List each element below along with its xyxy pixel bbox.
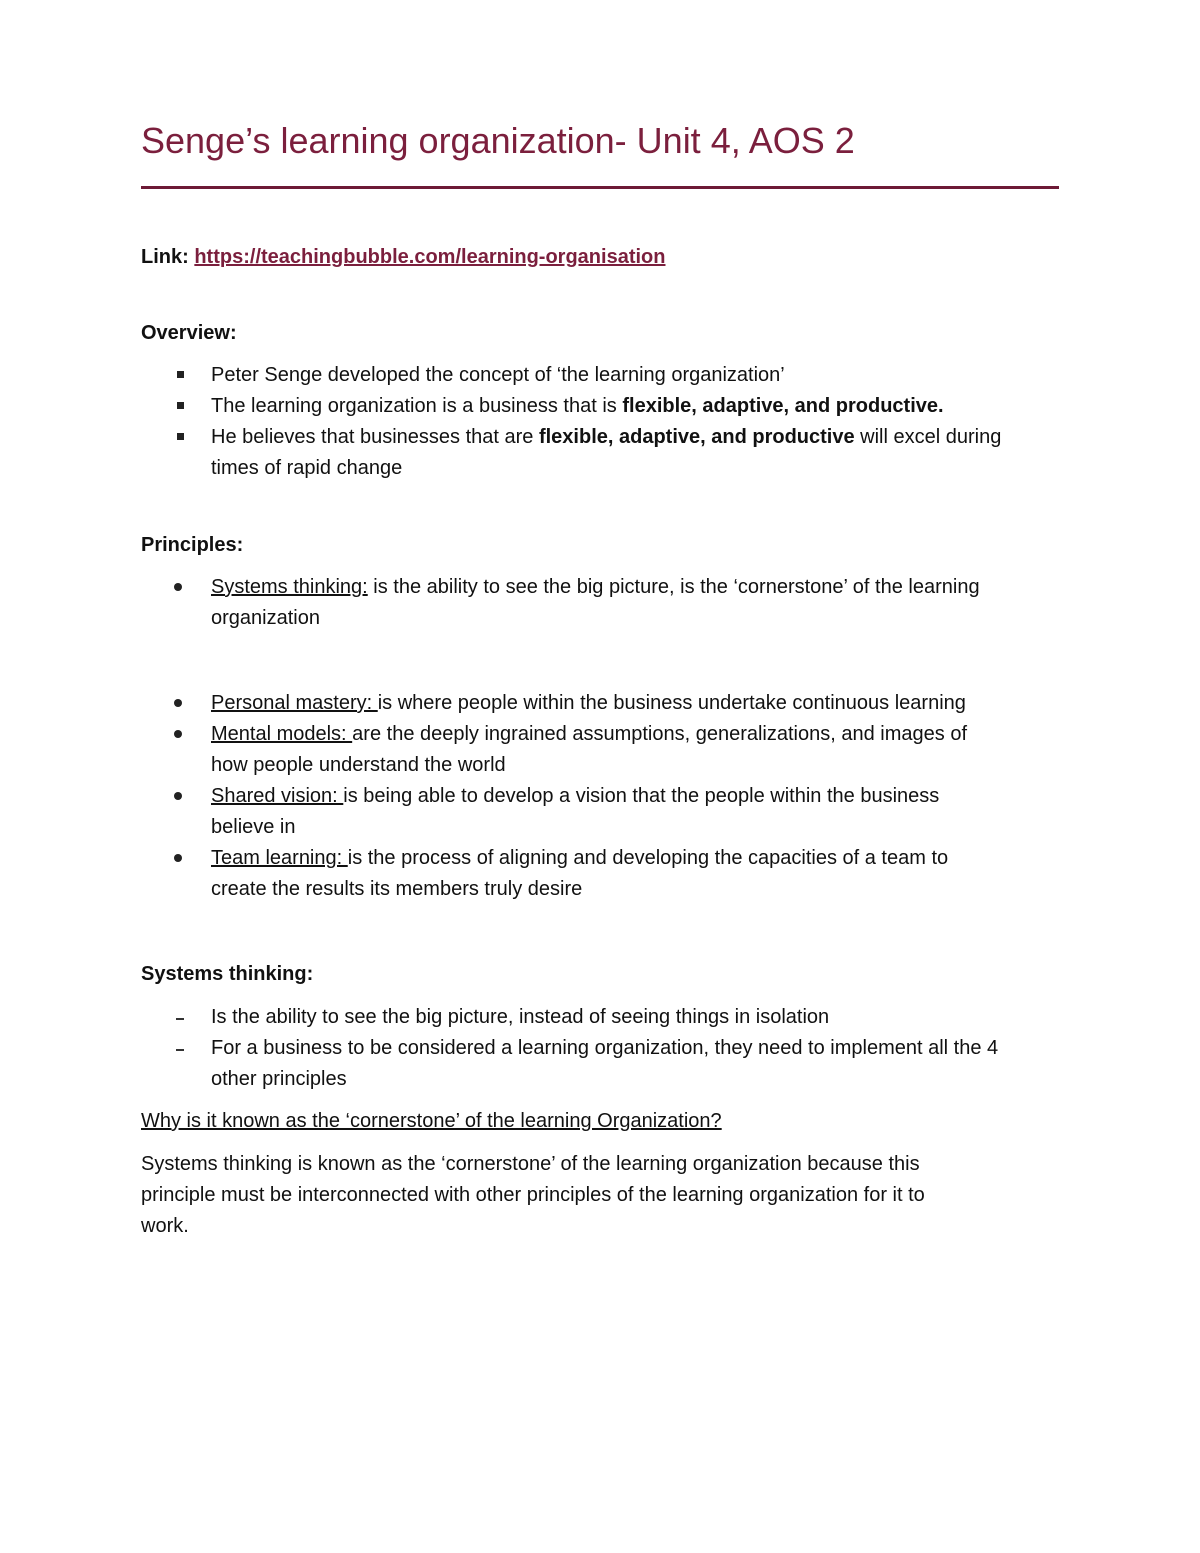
principle-item-4: Shared vision: is being able to develop a vision that the people within the business: [211, 785, 940, 807]
principle-item-4-cont: believe in: [211, 816, 296, 838]
emphasis-text: flexible, adaptive, and productive: [538, 426, 855, 448]
principle-item-1-cont: organization: [211, 607, 320, 629]
page-title: Senge’s learning organization- Unit 4, AOS 2: [141, 120, 855, 161]
principle-item-2: Personal mastery: is where people within the business undertake continuous learning: [211, 692, 966, 714]
dash-bullet-icon: [176, 1049, 184, 1051]
round-bullet-icon: [174, 730, 182, 738]
overview-item-2: The learning organization is a business that is flexible, adaptive, and productive.: [211, 395, 944, 417]
square-bullet-icon: [177, 371, 184, 378]
source-link[interactable]: https://teachingbubble.com/learning-organisation: [194, 246, 666, 268]
answer-line-2: principle must be interconnected with other principles of the learning organization for it to: [141, 1184, 925, 1206]
round-bullet-icon: [174, 792, 182, 800]
overview-item-3-cont: times of rapid change: [211, 457, 403, 479]
round-bullet-icon: [174, 583, 182, 591]
systems-item-1: Is the ability to see the big picture, instead of seeing things in isolation: [211, 1006, 830, 1028]
link-line: [141, 242, 665, 273]
round-bullet-icon: [174, 699, 182, 707]
title-divider: [141, 186, 1059, 189]
principle-term: Shared vision:: [211, 785, 344, 807]
square-bullet-icon: [177, 402, 184, 409]
overview-item-1: Peter Senge developed the concept of ‘the learning organization’: [211, 364, 785, 386]
systems-item-2: For a business to be considered a learning organization, they need to implement all the 4: [211, 1037, 999, 1059]
answer-line-1: Systems thinking is known as the ‘cornerstone’ of the learning organization because this: [141, 1153, 920, 1175]
principle-term: Systems thinking:: [211, 576, 368, 598]
principle-item-5-cont: create the results its members truly desire: [211, 878, 583, 900]
answer-line-3: work.: [141, 1215, 189, 1237]
systems-heading: Systems thinking:: [141, 963, 314, 985]
square-bullet-icon: [177, 433, 184, 440]
link-label: Link:: [141, 246, 195, 268]
cornerstone-question: Why is it known as the ‘cornerstone’ of the learning Organization?: [141, 1110, 722, 1132]
principle-term: Personal mastery:: [211, 692, 378, 714]
principle-item-3: Mental models: are the deeply ingrained assumptions, generalizations, and images of: [211, 723, 967, 745]
systems-item-2-cont: other principles: [211, 1068, 347, 1090]
principle-item-3-cont: how people understand the world: [211, 754, 506, 776]
round-bullet-icon: [174, 854, 182, 862]
emphasis-text: flexible, adaptive, and productive.: [622, 395, 944, 417]
overview-heading: Overview:: [141, 322, 237, 344]
principle-item-5: Team learning: is the process of aligning and developing the capacities of a team to: [211, 847, 949, 869]
dash-bullet-icon: [176, 1018, 184, 1020]
principles-heading: Principles:: [141, 534, 244, 556]
overview-item-3: He believes that businesses that are flexible, adaptive, and productive will excel during: [211, 426, 1002, 448]
principle-term: Team learning:: [211, 847, 348, 869]
principle-term: Mental models:: [211, 723, 353, 745]
principle-item-1: Systems thinking: is the ability to see the big picture, is the ‘cornerstone’ of the learning: [211, 576, 980, 598]
